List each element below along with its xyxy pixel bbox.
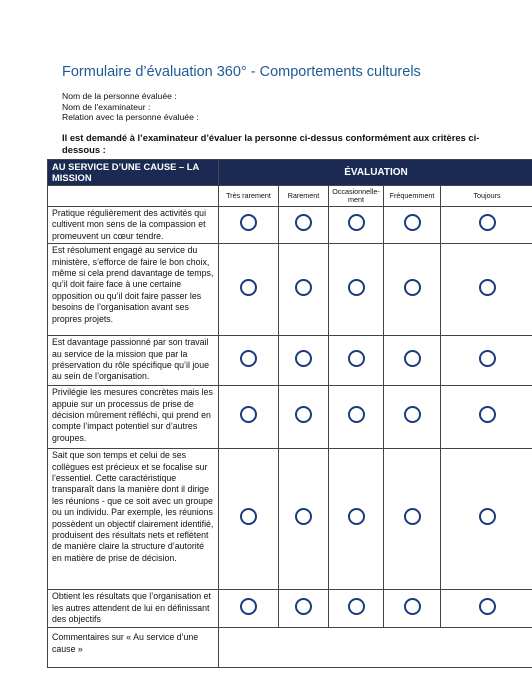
- column-header: Toujours: [441, 186, 532, 207]
- criterion-text: Est davantage passionné par son travail au service de la mission que par la préservation du rôle spécifique qu’il joue au sein de l’organisation.: [48, 336, 219, 386]
- rating-radio-occasionally[interactable]: [348, 214, 365, 231]
- rating-radio-occasionally[interactable]: [348, 508, 365, 525]
- column-header: Occasionnelle-ment: [329, 186, 384, 207]
- rating-radio-frequently[interactable]: [404, 279, 421, 296]
- evaluation-table: [47, 159, 532, 668]
- rating-radio-very-rarely[interactable]: [240, 508, 257, 525]
- evaluation-header: ÉVALUATION: [219, 160, 532, 186]
- rating-radio-rarely[interactable]: [295, 279, 312, 296]
- table-row: [48, 244, 532, 336]
- rating-radio-always[interactable]: [479, 406, 496, 423]
- criterion-text: Sait que son temps et celui de ses collègues est précieux et se focalise sur l’essentiel. Cette caractéristique transparaît dans la manière dont il dirige les réunions - que ce soit avec un groupe ou un individu. Par exemple, les réunions possèdent un objectif clairement identifié, produisent des résultats nets et reflètent de manière claire la structure d’autorité en matière de prise de décision.: [48, 449, 219, 590]
- table-row: [48, 590, 532, 628]
- rating-radio-rarely[interactable]: [295, 406, 312, 423]
- rating-radio-occasionally[interactable]: [348, 350, 365, 367]
- rating-radio-very-rarely[interactable]: [240, 279, 257, 296]
- rating-radio-always[interactable]: [479, 214, 496, 231]
- criterion-text: Est résolument engagé au service du ministère, s’efforce de faire le bon choix, même si cela prend davantage de temps, qu’il doit faire face à une certaine opposition ou qu’il doit faire passer les besoins de l’organisation avant ses propres projets.: [48, 244, 219, 336]
- column-header: Fréquemment: [384, 186, 441, 207]
- rating-radio-frequently[interactable]: [404, 508, 421, 525]
- table-row: [48, 207, 532, 244]
- rating-radio-rarely[interactable]: [295, 508, 312, 525]
- rating-radio-frequently[interactable]: [404, 598, 421, 615]
- rating-radio-rarely[interactable]: [295, 598, 312, 615]
- rating-radio-very-rarely[interactable]: [240, 406, 257, 423]
- rating-radio-rarely[interactable]: [295, 350, 312, 367]
- rating-radio-very-rarely[interactable]: [240, 214, 257, 231]
- rating-radio-always[interactable]: [479, 508, 496, 525]
- evaluee-name-field[interactable]: Nom de la personne évaluée :: [62, 91, 177, 101]
- rating-radio-very-rarely[interactable]: [240, 350, 257, 367]
- form-title: Formulaire d’évaluation 360° - Comportements culturels: [62, 64, 421, 80]
- rating-radio-frequently[interactable]: [404, 214, 421, 231]
- criterion-text: Privilégie les mesures concrètes mais les appuie sur un processus de prise de décision mûrement réfléchi, qui prend en compte l’impact potentiel sur d’autres groupes.: [48, 386, 219, 449]
- evaluation-fields: [62, 91, 199, 123]
- rating-radio-frequently[interactable]: [404, 406, 421, 423]
- rating-radio-very-rarely[interactable]: [240, 598, 257, 615]
- comments-field[interactable]: [219, 628, 532, 668]
- comments-label: Commentaires sur « Au service d’une cause »: [48, 628, 219, 668]
- instructions: Il est demandé à l’examinateur d’évaluer la personne ci-dessus conformément aux critères ci-dessous :: [62, 132, 480, 155]
- rating-radio-occasionally[interactable]: [348, 406, 365, 423]
- criterion-text: Obtient les résultats que l’organisation et les autres attendent de lui en définissant des objectifs: [48, 590, 219, 628]
- comments-row: [48, 628, 532, 668]
- rating-radio-always[interactable]: [479, 279, 496, 296]
- rating-radio-always[interactable]: [479, 598, 496, 615]
- rating-radio-occasionally[interactable]: [348, 598, 365, 615]
- table-row: [48, 449, 532, 590]
- column-header: Très rarement: [219, 186, 279, 207]
- rating-radio-always[interactable]: [479, 350, 496, 367]
- table-row: [48, 336, 532, 386]
- rating-radio-occasionally[interactable]: [348, 279, 365, 296]
- column-header: Rarement: [279, 186, 329, 207]
- criterion-text: Pratique régulièrement des activités qui cultivent mon sens de la compassion et promeuvent un cœur tendre.: [48, 207, 219, 244]
- table-row: [48, 386, 532, 449]
- section-title: AU SERVICE D’UNE CAUSE – LA MISSION: [48, 160, 219, 186]
- rating-radio-frequently[interactable]: [404, 350, 421, 367]
- rating-radio-rarely[interactable]: [295, 214, 312, 231]
- relationship-field[interactable]: Relation avec la personne évaluée :: [62, 112, 199, 122]
- examiner-name-field[interactable]: Nom de l’examinateur :: [62, 101, 151, 112]
